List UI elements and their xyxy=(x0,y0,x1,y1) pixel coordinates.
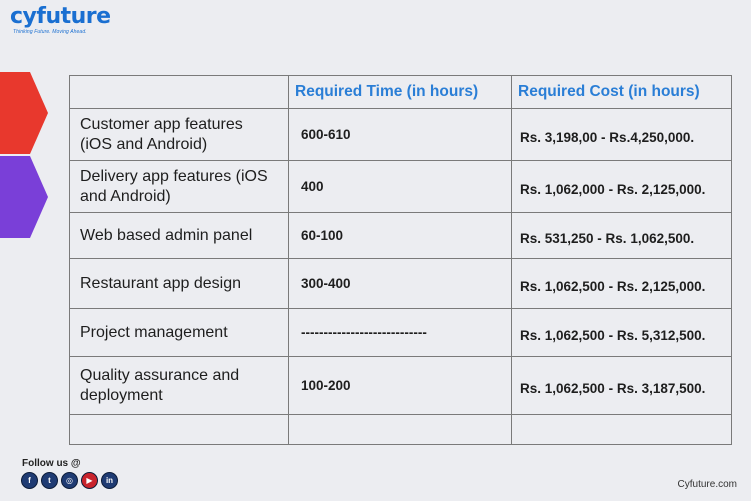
cost-cell xyxy=(512,415,732,445)
twitter-icon[interactable]: t xyxy=(41,472,58,489)
table-row xyxy=(70,309,732,357)
logo-wordmark: cyfuture xyxy=(10,4,111,29)
cost-table xyxy=(69,75,732,445)
social-links xyxy=(21,472,118,489)
cost-cell: Rs. 3,198,00 - Rs.4,250,000. xyxy=(512,109,732,161)
feature-cell: Restaurant app design xyxy=(70,259,289,309)
header-feature xyxy=(70,76,289,109)
purple-chevron-shape xyxy=(0,156,48,238)
time-cell: 100-200 xyxy=(289,357,512,415)
cost-cell: Rs. 531,250 - Rs. 1,062,500. xyxy=(512,213,732,259)
time-cell: 60-100 xyxy=(289,213,512,259)
follow-us-label: Follow us @ xyxy=(22,458,81,469)
feature-cell: Delivery app features (iOS and Android) xyxy=(70,161,289,213)
linkedin-icon[interactable]: in xyxy=(101,472,118,489)
time-cell: 600-610 xyxy=(289,109,512,161)
table-row xyxy=(70,357,732,415)
time-cell: ---------------------------- xyxy=(289,309,512,357)
cost-cell: Rs. 1,062,500 - Rs. 5,312,500. xyxy=(512,309,732,357)
cost-cell: Rs. 1,062,500 - Rs. 3,187,500. xyxy=(512,357,732,415)
time-cell xyxy=(289,415,512,445)
table-row xyxy=(70,415,732,445)
logo-tagline: Thinking Future. Moving Ahead. xyxy=(13,29,87,35)
table-row xyxy=(70,259,732,309)
header-cost: Required Cost (in hours) xyxy=(512,76,732,109)
site-url[interactable]: Cyfuture.com xyxy=(677,479,737,490)
feature-cell: Quality assurance and deployment xyxy=(70,357,289,415)
facebook-icon[interactable]: f xyxy=(21,472,38,489)
table-row xyxy=(70,109,732,161)
table-row xyxy=(70,161,732,213)
feature-cell: Customer app features (iOS and Android) xyxy=(70,109,289,161)
table-row xyxy=(70,213,732,259)
feature-cell xyxy=(70,415,289,445)
red-chevron-shape xyxy=(0,72,48,154)
cost-cell: Rs. 1,062,000 - Rs. 2,125,000. xyxy=(512,161,732,213)
cost-cell: Rs. 1,062,500 - Rs. 2,125,000. xyxy=(512,259,732,309)
feature-cell: Web based admin panel xyxy=(70,213,289,259)
youtube-icon[interactable]: ▶ xyxy=(81,472,98,489)
cyfuture-logo xyxy=(10,4,120,42)
feature-cell: Project management xyxy=(70,309,289,357)
table-header-row xyxy=(70,76,732,109)
header-time: Required Time (in hours) xyxy=(289,76,512,109)
time-cell: 300-400 xyxy=(289,259,512,309)
time-cell: 400 xyxy=(289,161,512,213)
instagram-icon[interactable]: ◎ xyxy=(61,472,78,489)
